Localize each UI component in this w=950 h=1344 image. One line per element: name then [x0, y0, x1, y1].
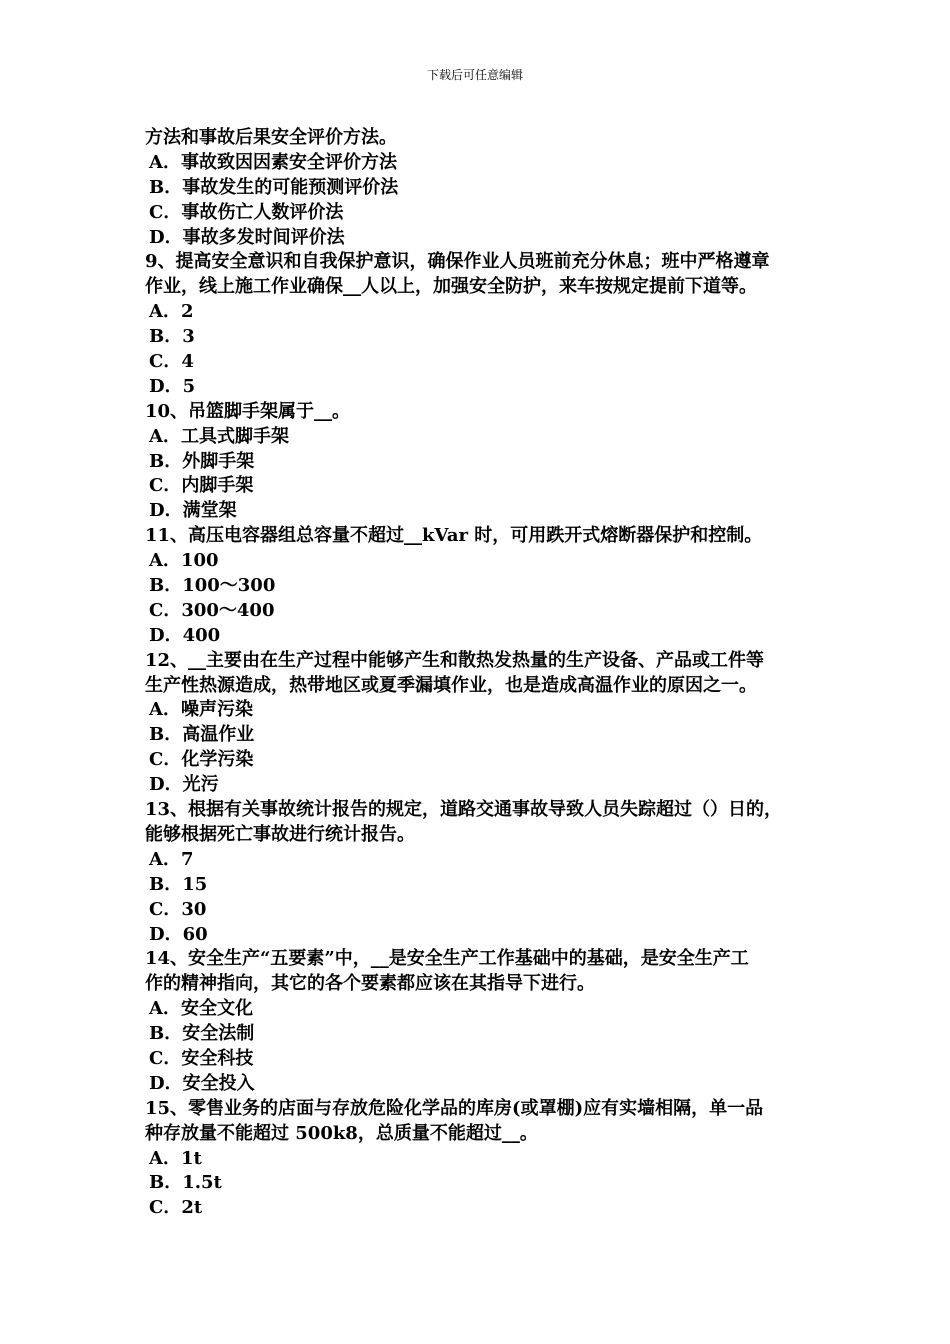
option-c: C．安全科技 [149, 1047, 254, 1069]
option-c: C．4 [149, 351, 194, 373]
option-c: C．30 [149, 898, 207, 920]
option-a: A．2 [149, 301, 194, 323]
option-b: B．外脚手架 [149, 450, 255, 472]
question-13-text: 13、根据有关事故统计报告的规定，道路交通事故导致人员失踪超过（）日的， [145, 799, 783, 821]
option-b: B．安全法制 [149, 1023, 255, 1045]
question-9-text: 9、提高安全意识和自我保护意识，确保作业人员班前充分休息；班中严格遵章 [145, 251, 770, 273]
question-13-text: 能够根据死亡事故进行统计报告。 [145, 823, 415, 845]
option-d: D．安全投入 [149, 1072, 255, 1094]
option-c: C．2t [149, 1197, 203, 1219]
option-b: B．1.5t [149, 1172, 222, 1194]
option-b: B．事故发生的可能预测评价法 [149, 176, 399, 198]
option-a: A．工具式脚手架 [149, 425, 289, 447]
option-d: D．光污 [149, 774, 219, 796]
option-d: D．60 [149, 923, 208, 945]
question-11-text: 11、高压电容器组总容量不超过__kVar 时，可用跌开式熔断器保护和控制。 [145, 525, 763, 547]
option-a: A．噪声污染 [149, 699, 253, 721]
option-a: A．100 [149, 550, 219, 572]
option-d: D．400 [149, 624, 221, 646]
page-header: 下载后可任意编辑 [426, 68, 523, 82]
option-b: B．15 [149, 873, 208, 895]
question-14-text: 14、安全生产“五要素”中，__是安全生产工作基础中的基础，是安全生产工 [145, 948, 749, 970]
document-body [145, 126, 825, 1221]
option-a: A．安全文化 [149, 998, 253, 1020]
question-12-text: 生产性热源造成，热带地区或夏季漏填作业，也是造成高温作业的原因之一。 [145, 674, 757, 696]
question-14-text: 作的精神指向，其它的各个要素都应该在其指导下进行。 [145, 973, 595, 995]
option-c: C．事故伤亡人数评价法 [149, 201, 344, 223]
option-b: B．100～300 [149, 575, 276, 597]
option-c: C．内脚手架 [149, 475, 254, 497]
option-d: D．5 [149, 375, 196, 397]
option-c: C．化学污染 [149, 749, 254, 771]
question-9-text: 作业，线上施工作业确保__人以上，加强安全防护，来车按规定提前下道等。 [145, 276, 757, 298]
option-b: B．高温作业 [149, 724, 255, 746]
option-a: A．事故致因因素安全评价方法 [149, 151, 397, 173]
question-10-text: 10、吊篮脚手架属于__。 [145, 400, 351, 422]
option-c: C．300～400 [149, 599, 275, 621]
option-d: D．事故多发时间评价法 [149, 226, 345, 248]
question-text: 方法和事故后果安全评价方法。 [145, 127, 397, 148]
question-12-text: 12、__主要由在生产过程中能够产生和散热发热量的生产设备、产品或工件等 [145, 649, 765, 671]
question-15-text: 种存放量不能超过 500k8，总质量不能超过__。 [145, 1122, 538, 1144]
option-a: A．7 [149, 848, 194, 870]
question-15-text: 15、零售业务的店面与存放危险化学品的库房(或罩棚)应有实墙相隔，单一品 [145, 1097, 764, 1119]
option-b: B．3 [149, 326, 195, 348]
option-a: A．1t [149, 1147, 202, 1169]
option-d: D．满堂架 [149, 500, 237, 522]
